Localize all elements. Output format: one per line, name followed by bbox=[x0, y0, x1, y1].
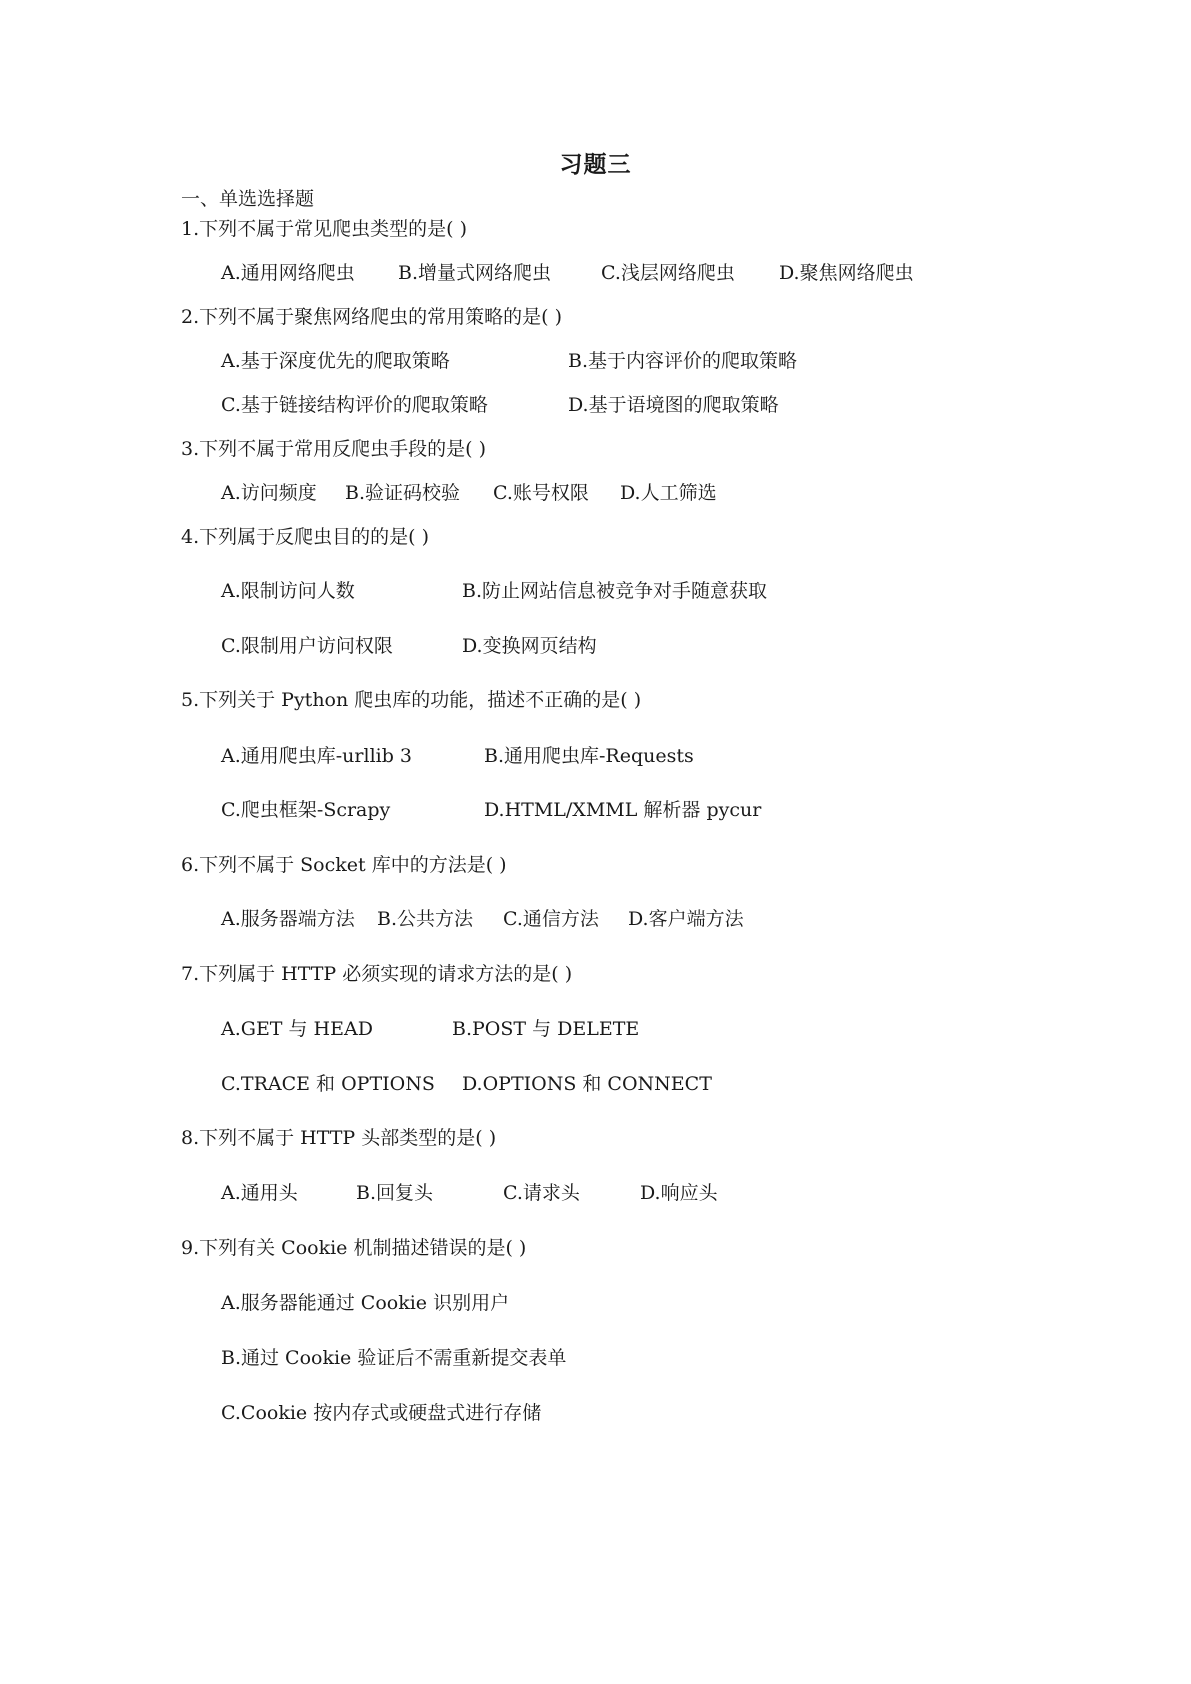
question-2-option-d: D.基于语境图的爬取策略 bbox=[568, 394, 779, 416]
question-5-stem: 5.下列关于 Python 爬虫库的功能，描述不正确的是( ) bbox=[181, 689, 642, 711]
question-1-option-a: A.通用网络爬虫 bbox=[221, 262, 355, 284]
question-9-stem: 9.下列有关 Cookie 机制描述错误的是( ) bbox=[181, 1237, 527, 1259]
question-2-option-c: C.基于链接结构评价的爬取策略 bbox=[221, 394, 488, 416]
question-3-option-a: A.访问频度 bbox=[221, 482, 317, 504]
question-7-option-a: A.GET 与 HEAD bbox=[221, 1018, 373, 1040]
question-3-option-b: B.验证码校验 bbox=[345, 482, 461, 504]
question-7-option-c: C.TRACE 和 OPTIONS bbox=[221, 1073, 435, 1095]
question-7-option-d: D.OPTIONS 和 CONNECT bbox=[462, 1073, 712, 1095]
question-8-option-c: C.请求头 bbox=[503, 1182, 580, 1204]
question-4-stem: 4.下列属于反爬虫目的的是( ) bbox=[181, 526, 429, 548]
question-5-option-a: A.通用爬虫库-urllib 3 bbox=[221, 745, 413, 767]
question-4-option-b: B.防止网站信息被竞争对手随意获取 bbox=[462, 580, 768, 602]
question-8-stem: 8.下列不属于 HTTP 头部类型的是( ) bbox=[181, 1127, 497, 1149]
question-2-option-b: B.基于内容评价的爬取策略 bbox=[568, 350, 798, 372]
question-7-stem: 7.下列属于 HTTP 必须实现的请求方法的是( ) bbox=[181, 963, 573, 985]
question-6-stem: 6.下列不属于 Socket 库中的方法是( ) bbox=[181, 854, 507, 876]
question-5-option-b: B.通用爬虫库-Requests bbox=[484, 745, 694, 767]
question-6-option-d: D.客户端方法 bbox=[628, 908, 744, 930]
question-1-option-b: B.增量式网络爬虫 bbox=[398, 262, 552, 284]
question-2-stem: 2.下列不属于聚焦网络爬虫的常用策略的是( ) bbox=[181, 306, 562, 328]
question-6-option-b: B.公共方法 bbox=[377, 908, 474, 930]
question-4-option-c: C.限制用户访问权限 bbox=[221, 635, 393, 657]
question-1-stem: 1.下列不属于常见爬虫类型的是( ) bbox=[181, 218, 467, 240]
question-3-option-d: D.人工筛选 bbox=[620, 482, 717, 504]
question-3-stem: 3.下列不属于常用反爬虫手段的是( ) bbox=[181, 438, 486, 460]
question-5-option-d: D.HTML/XMML 解析器 pycur bbox=[484, 799, 762, 821]
question-9-option-b: B.通过 Cookie 验证后不需重新提交表单 bbox=[221, 1347, 567, 1369]
question-4-option-a: A.限制访问人数 bbox=[221, 580, 355, 602]
question-8-option-a: A.通用头 bbox=[221, 1182, 298, 1204]
question-3-option-c: C.账号权限 bbox=[493, 482, 589, 504]
section-heading: 一、单选选择题 bbox=[181, 188, 315, 210]
question-9-option-a: A.服务器能通过 Cookie 识别用户 bbox=[221, 1292, 510, 1314]
question-7-option-b: B.POST 与 DELETE bbox=[452, 1018, 640, 1040]
question-1-option-d: D.聚焦网络爬虫 bbox=[779, 262, 914, 284]
question-8-option-b: B.回复头 bbox=[356, 1182, 434, 1204]
question-6-option-c: C.通信方法 bbox=[503, 908, 599, 930]
question-9-option-c: C.Cookie 按内存式或硬盘式进行存储 bbox=[221, 1402, 542, 1424]
question-8-option-d: D.响应头 bbox=[640, 1182, 718, 1204]
question-4-option-d: D.变换网页结构 bbox=[462, 635, 597, 657]
question-1-option-c: C.浅层网络爬虫 bbox=[601, 262, 735, 284]
question-5-option-c: C.爬虫框架-Scrapy bbox=[221, 799, 391, 821]
question-6-option-a: A.服务器端方法 bbox=[221, 908, 355, 930]
question-2-option-a: A.基于深度优先的爬取策略 bbox=[221, 350, 450, 372]
page-title: 习题三 bbox=[559, 152, 632, 178]
